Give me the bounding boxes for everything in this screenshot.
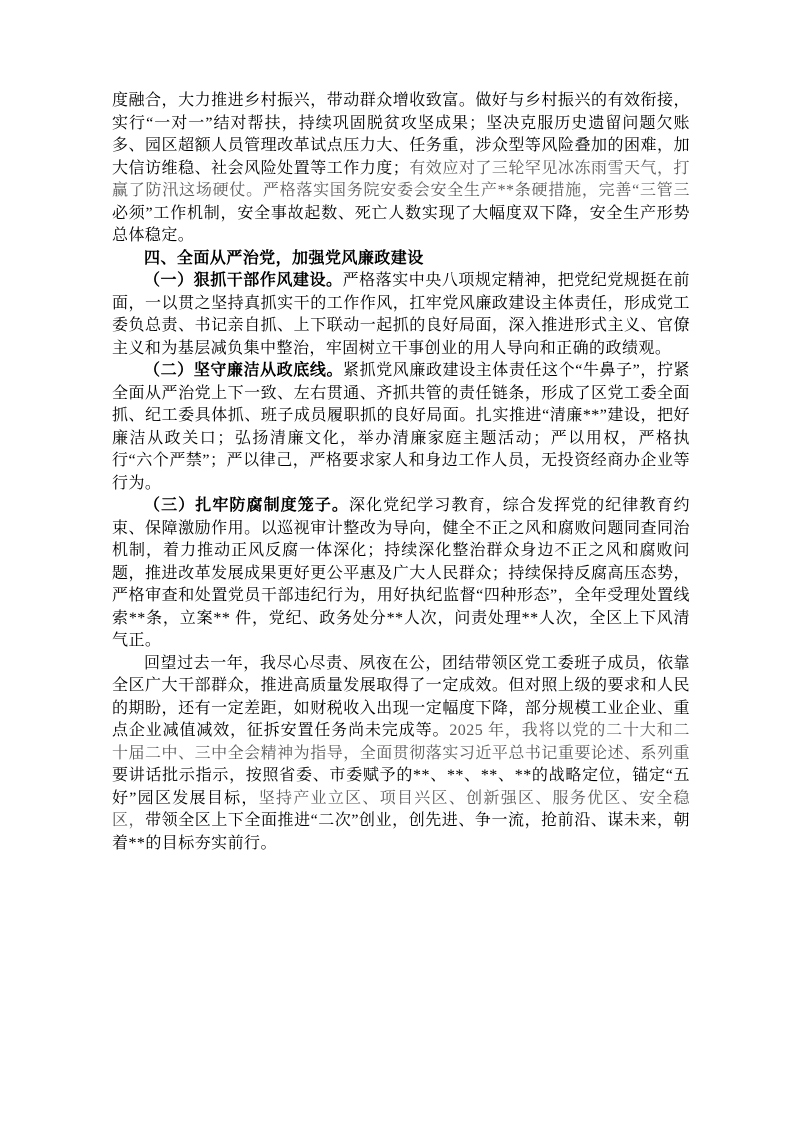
muted-text-run: 有效应对了三轮罕见冰冻雨雪天气，打赢了防汛这场硬仗。严格落实国务院安委会安全生产**条硬措施，完善“三管三 xyxy=(112,159,690,199)
text-run: 紧抓党风廉政建设主体责任这个“牛鼻子”，拧紧全面从严治党上下一致、左右贯通、齐抓共管的责任链条，形成了区党工委全面抓、纪工委具体抓、班子成员履职抓的良好局面。扎实推进“清廉**”建设，把好廉洁从政关口；弘扬清廉文化，举办清廉家庭主题活动；严以用权，严格执行“六个严禁”；严以律己，严格要求家人和身边工作人员，无投资经商办企业等行为。 xyxy=(112,362,690,492)
text-run: 必须”工作机制，安全事故起数、死亡人数实现了大幅度双下降，安全生产形势总体稳定。 xyxy=(112,204,690,244)
paragraph-lead: （二）坚守廉洁从政底线。 xyxy=(144,362,344,379)
paragraph-lead: （三）扎牢防腐制度笼子。 xyxy=(144,497,349,514)
document-body xyxy=(112,90,690,855)
text-run: 深化党纪学习教育，综合发挥党的纪律教育约束、保障激励作用。以巡视审计整改为导向，健全不正之风和腐败问题同查同治机制，着力推动正风反腐一体深化；持续深化整治群众身边不正之风和腐败问题，推进改革发展成果更好更公平惠及广大人民群众；持续保持反腐高压态势，严格审查和处置党员干部违纪行为，用好执纪监督“四种形态”，全年受理处置线索**条，立案** 件，党纪、政务处分**人次，问责处理**人次，全区上下风清气正。 xyxy=(112,497,690,649)
paragraph xyxy=(112,270,690,360)
text-run: 要讲话批示指示，按照省委、市委赋予的**、**、**、**的战略定位，锚定“五好”园区发展目标， xyxy=(112,767,690,807)
paragraph-lead: （一）狠抓干部作风建设。 xyxy=(144,272,343,289)
text-run: 度融合，大力推进乡村振兴，带动群众增收致富。做好与乡村振兴的有效衔接，实行“一对一”结对帮扶，持续巩固脱贫攻坚成果；坚决克服历史遗留问题欠账多、园区超额人员管理改革试点压力大、任务重，涉众型等风险叠加的困难，加大信访维稳、社会风险处置等工作力度； xyxy=(112,92,690,177)
paragraph xyxy=(112,653,690,856)
text-run: 严格落实中央八项规定精神，把党纪党规挺在前面，一以贯之坚持真抓实干的工作作风，扛牢党风廉政建设主体责任，形成党工委负总责、书记亲自抓、上下联动一起抓的良好局面，深入推进形式主义、官僚主义和为基层减负集中整治，牢固树立干事创业的用人导向和正确的政绩观。 xyxy=(112,272,690,357)
muted-text-run: 2025 年，我将以党的二十大和二十届二中、三中全会精神为指导，全面贯彻落实习近平总书记重要论述、系列重 xyxy=(112,722,690,762)
paragraph xyxy=(112,90,690,248)
paragraph xyxy=(112,360,690,495)
text-run: 带领全区上下全面推进“二次”创业，创先进、争一流，抢前沿、谋未来，朝着**的目标夯实前行。 xyxy=(112,812,690,852)
text-run: 回望过去一年，我尽心尽责、夙夜在公，团结带领区党工委班子成员，依靠全区广大干部群众，推进高质量发展取得了一定成效。但对照上级的要求和人民的期盼，还有一定差距，如财税收入出现一定幅度下降，部分规模工业企业、重点企业减值减效，征拆安置任务尚未完成等。 xyxy=(112,654,690,739)
muted-text-run: 坚持产业立区、项目兴区、创新强区、服务优区、安全稳区， xyxy=(112,789,690,829)
section-heading xyxy=(112,248,690,271)
paragraph xyxy=(112,495,690,653)
paragraph-lead: 四、全面从严治党，加强党风廉政建设 xyxy=(144,249,424,267)
